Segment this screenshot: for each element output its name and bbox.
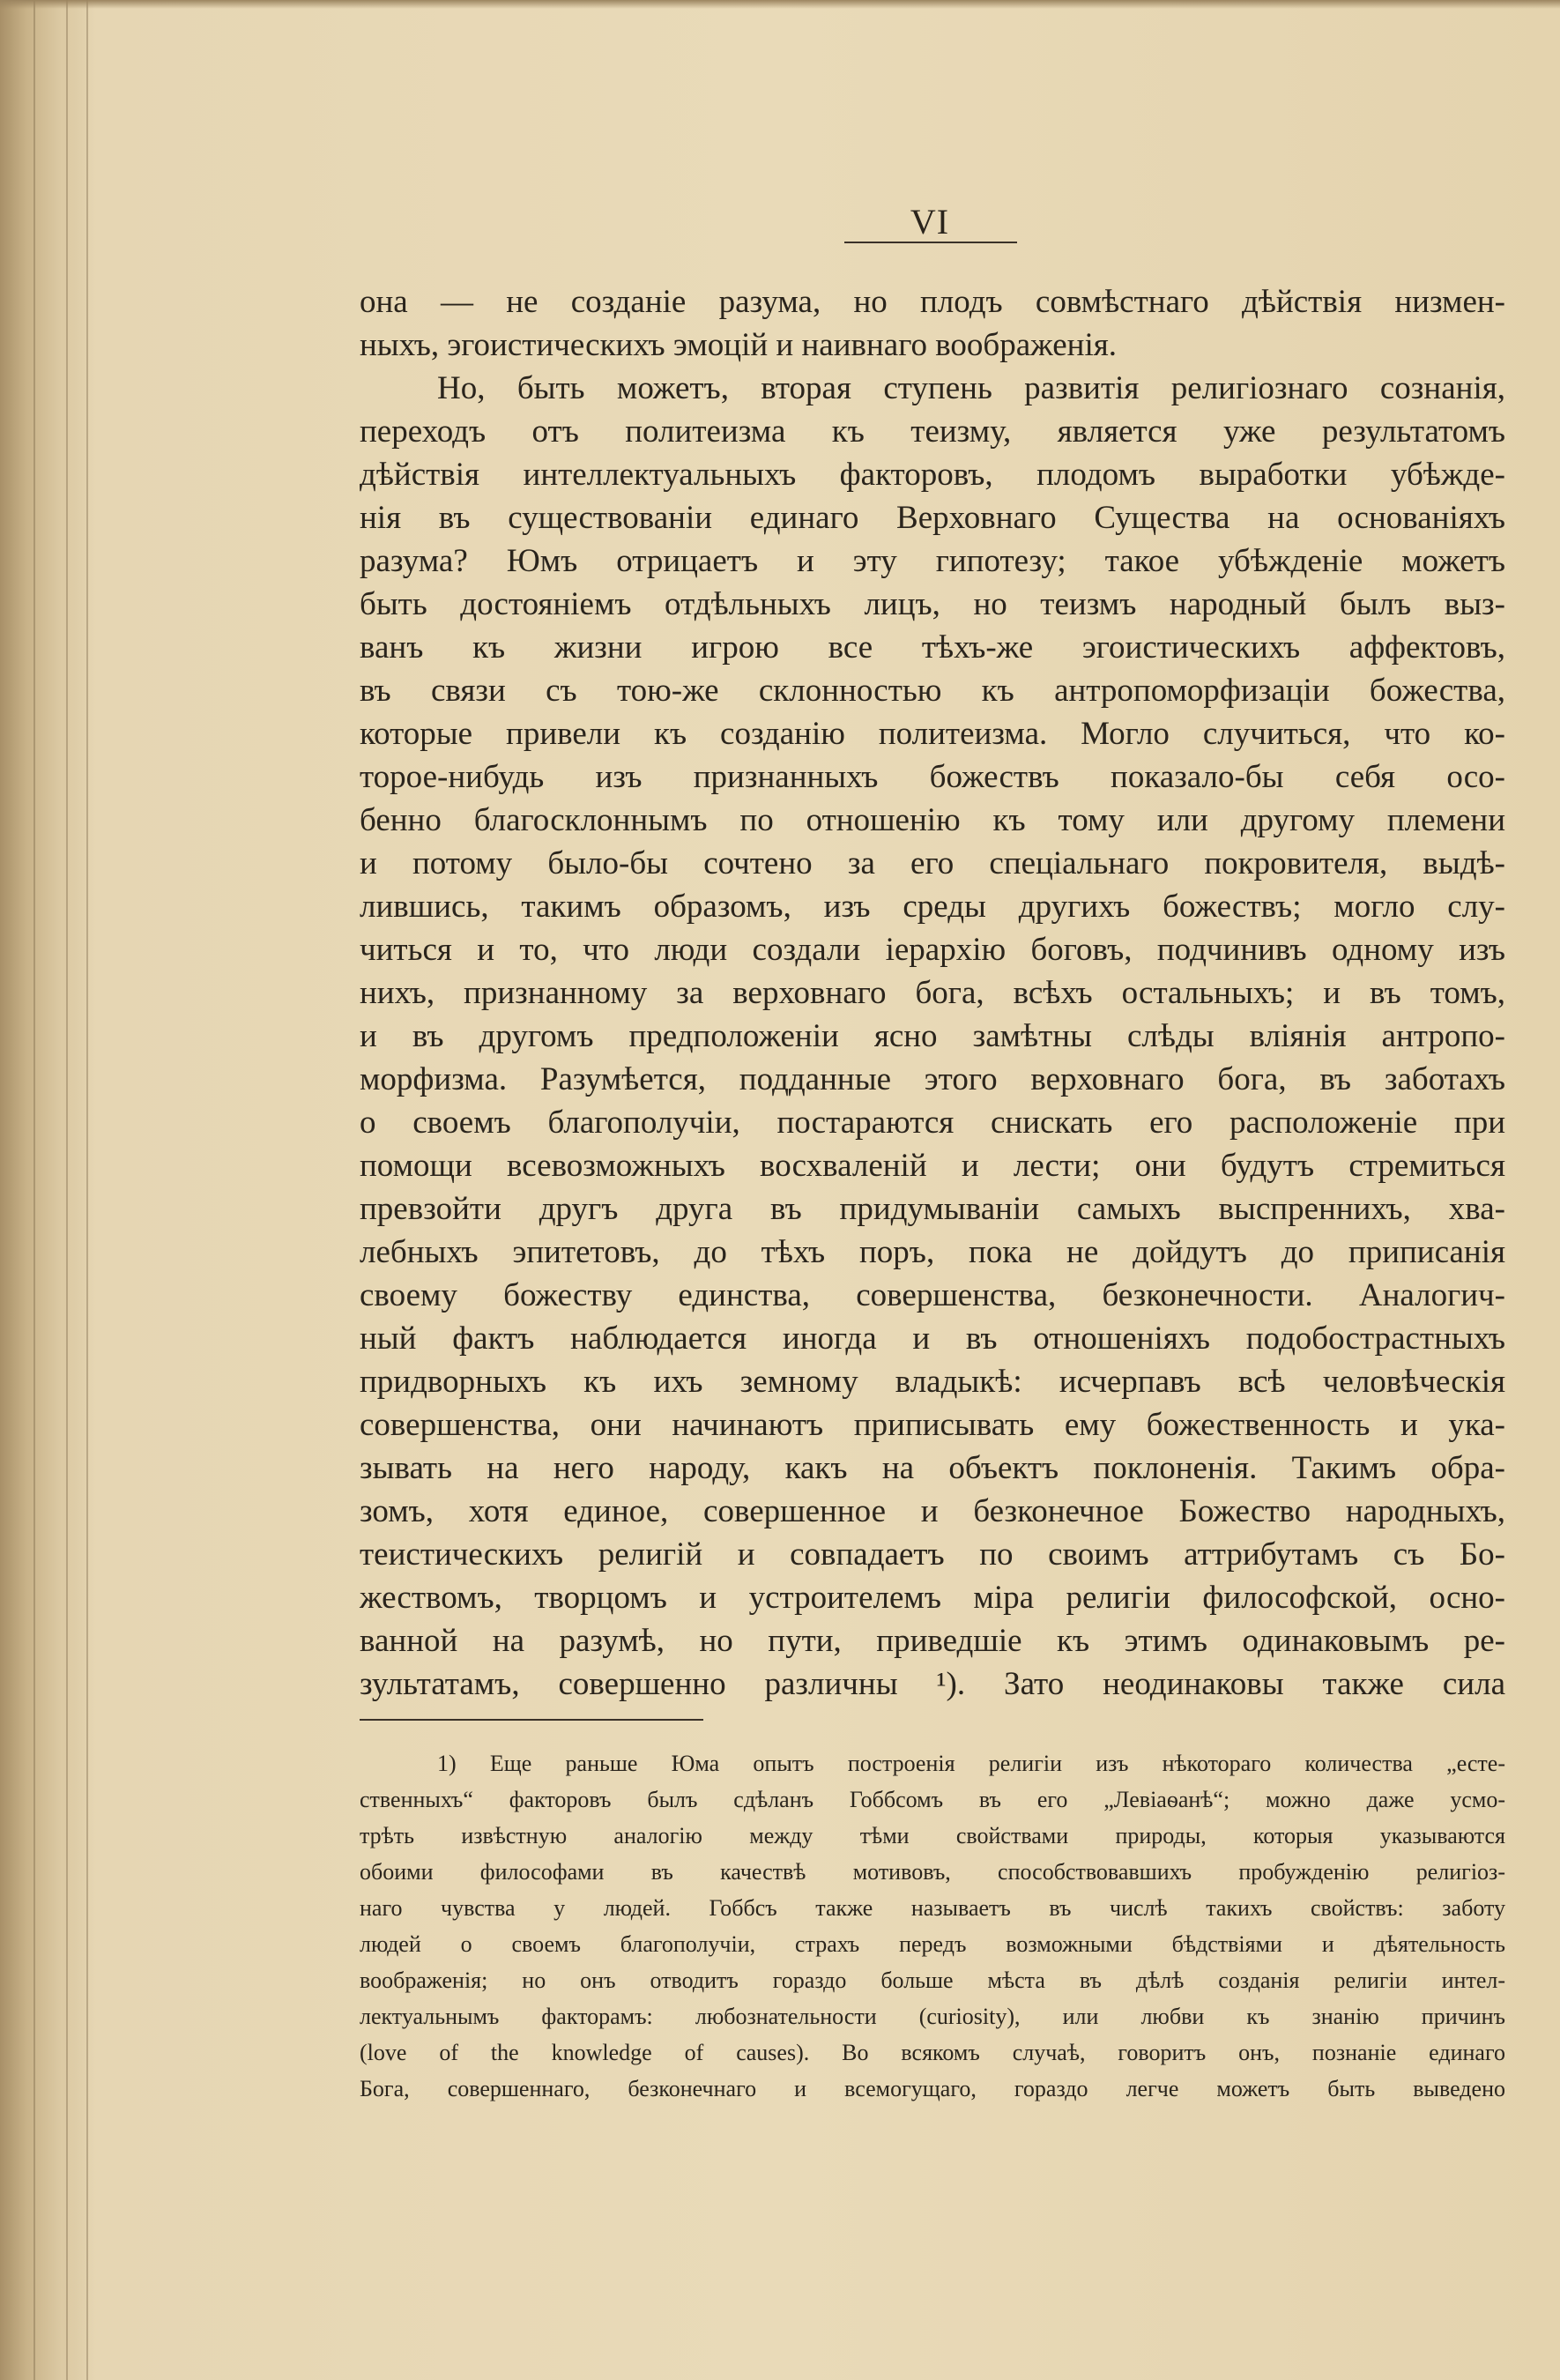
text-line: совершенства, они начинаютъ приписывать ему божественность и ука- bbox=[360, 1407, 1505, 1443]
page-left-edge bbox=[0, 0, 93, 2380]
page-edge-line bbox=[86, 0, 88, 2380]
text-line: лебныхъ эпитетовъ, до тѣхъ поръ, пока не дойдутъ до приписанія bbox=[360, 1234, 1505, 1270]
text-line: морфизма. Разумѣется, подданные этого верховнаго бога, въ заботахъ bbox=[360, 1061, 1505, 1097]
text-line: въ связи съ тою-же склонностью къ антропоморфизаціи божества, bbox=[360, 673, 1505, 709]
text-line: лившись, такимъ образомъ, изъ среды другихъ божествъ; могло слу- bbox=[360, 889, 1505, 925]
text-line: зультатамъ, совершенно различны ¹). Зато неодинаковы также сила bbox=[360, 1666, 1505, 1702]
page-number-rule bbox=[844, 242, 1017, 243]
footnote-line: (love of the knowledge of causes). Во всякомъ случаѣ, говоритъ онъ, познаніе единаго bbox=[360, 2040, 1505, 2065]
text-line: переходъ отъ политеизма къ теизму, является уже результатомъ bbox=[360, 413, 1505, 450]
page-edge-line bbox=[66, 0, 68, 2380]
footnote-line: Бога, совершеннаго, безконечнаго и всемогущаго, гораздо легче можетъ быть выведено bbox=[360, 2076, 1505, 2101]
text-line: читься и то, что люди создали іерархію боговъ, подчинивъ одному изъ bbox=[360, 932, 1505, 968]
text-line: о своемъ благополучіи, постараются снискать его расположеніе при bbox=[360, 1104, 1505, 1141]
page-number: VI bbox=[910, 202, 950, 242]
text-line: разума? Юмъ отрицаетъ и эту гипотезу; такое убѣжденіе можетъ bbox=[360, 543, 1505, 579]
footnote-line: 1) Еще раньше Юма опытъ построенія религіи изъ нѣкотораго количества „есте- bbox=[437, 1751, 1505, 1776]
footnote-line: лектуальнымъ факторамъ: любознательности (curiosity), или любви къ знанію причинъ bbox=[360, 2004, 1505, 2029]
text-line: помощи всевозможныхъ восхваленій и лести; они будутъ стремиться bbox=[360, 1148, 1505, 1184]
text-line: дѣйствія интеллектуальныхъ факторовъ, плодомъ выработки убѣжде- bbox=[360, 457, 1505, 493]
text-line: нія въ существованіи единаго Верховнаго Существа на основаніяхъ bbox=[360, 500, 1505, 536]
text-line: ванъ къ жизни игрою все тѣхъ-же эгоистическихъ аффектовъ, bbox=[360, 629, 1505, 666]
text-line: быть достояніемъ отдѣльныхъ лицъ, но теизмъ народный былъ выз- bbox=[360, 586, 1505, 622]
text-line: своему божеству единства, совершенства, безконечности. Аналогич- bbox=[360, 1277, 1505, 1313]
footnote-line: наго чувства у людей. Гоббсъ также называетъ въ числѣ такихъ свойствъ: заботу bbox=[360, 1895, 1505, 1921]
text-line: теистическихъ религій и совпадаетъ по своимъ аттрибутамъ съ Бо- bbox=[360, 1536, 1505, 1573]
text-line: она — не созданіе разума, но плодъ совмѣстнаго дѣйствія низмен- bbox=[360, 284, 1505, 320]
footnote-line: трѣть извѣстную аналогію между тѣми свойствами природы, которыя указываются bbox=[360, 1823, 1505, 1848]
text-line: нихъ, признанному за верховнаго бога, всѣхъ остальныхъ; и въ томъ, bbox=[360, 975, 1505, 1011]
page-top-edge bbox=[0, 0, 1560, 9]
text-line: жествомъ, творцомъ и устроителемъ міра религіи философской, осно- bbox=[360, 1580, 1505, 1616]
text-line: придворныхъ къ ихъ земному владыкѣ: исчерпавъ всѣ человѣческія bbox=[360, 1364, 1505, 1400]
footnote-line: обоими философами въ качествѣ мотивовъ, способствовавшихъ пробужденію религіоз- bbox=[360, 1859, 1505, 1885]
text-line: ный фактъ наблюдается иногда и въ отношеніяхъ подобострастныхъ bbox=[360, 1320, 1505, 1357]
text-line: и въ другомъ предположеніи ясно замѣтны слѣды вліянія антропо- bbox=[360, 1018, 1505, 1054]
text-line: превзойти другъ друга въ придумываніи самыхъ выспреннихъ, хва- bbox=[360, 1191, 1505, 1227]
footnote-line: воображенія; но онъ отводитъ гораздо больше мѣста въ дѣлѣ созданія религіи интел- bbox=[360, 1967, 1505, 1993]
footnote-line: ственныхъ“ факторовъ былъ сдѣланъ Гоббсомъ въ его „Левіаѳанѣ“; можно даже усмо- bbox=[360, 1787, 1505, 1812]
text-line: и потому было-бы сочтено за его спеціальнаго покровителя, выдѣ- bbox=[360, 845, 1505, 881]
text-line: которые привели къ созданію политеизма. Могло случиться, что ко- bbox=[360, 716, 1505, 752]
text-line: бенно благосклоннымъ по отношенію къ тому или другому племени bbox=[360, 802, 1505, 838]
page-edge-line bbox=[33, 0, 35, 2380]
footnote bbox=[360, 1745, 1505, 2107]
footnote-rule bbox=[360, 1719, 703, 1721]
text-line: Но, быть можетъ, вторая ступень развитія религіознаго сознанія, bbox=[437, 370, 1505, 406]
text-line: ванной на разумѣ, но пути, приведшіе къ этимъ одинаковымъ ре- bbox=[360, 1623, 1505, 1659]
text-line: торое-нибудь изъ признанныхъ божествъ показало-бы себя осо- bbox=[360, 759, 1505, 795]
text-line: зывать на него народу, какъ на объектъ поклоненія. Такимъ обра- bbox=[360, 1450, 1505, 1486]
footnote-line: людей о своемъ благополучіи, страхъ передъ возможными бѣдствіями и дѣятельность bbox=[360, 1931, 1505, 1957]
text-line: зомъ, хотя единое, совершенное и безконечное Божество народныхъ, bbox=[360, 1493, 1505, 1529]
text-line: ныхъ, эгоистическихъ эмоцій и наивнаго воображенія. bbox=[360, 327, 1118, 363]
main-text bbox=[360, 280, 1505, 1706]
